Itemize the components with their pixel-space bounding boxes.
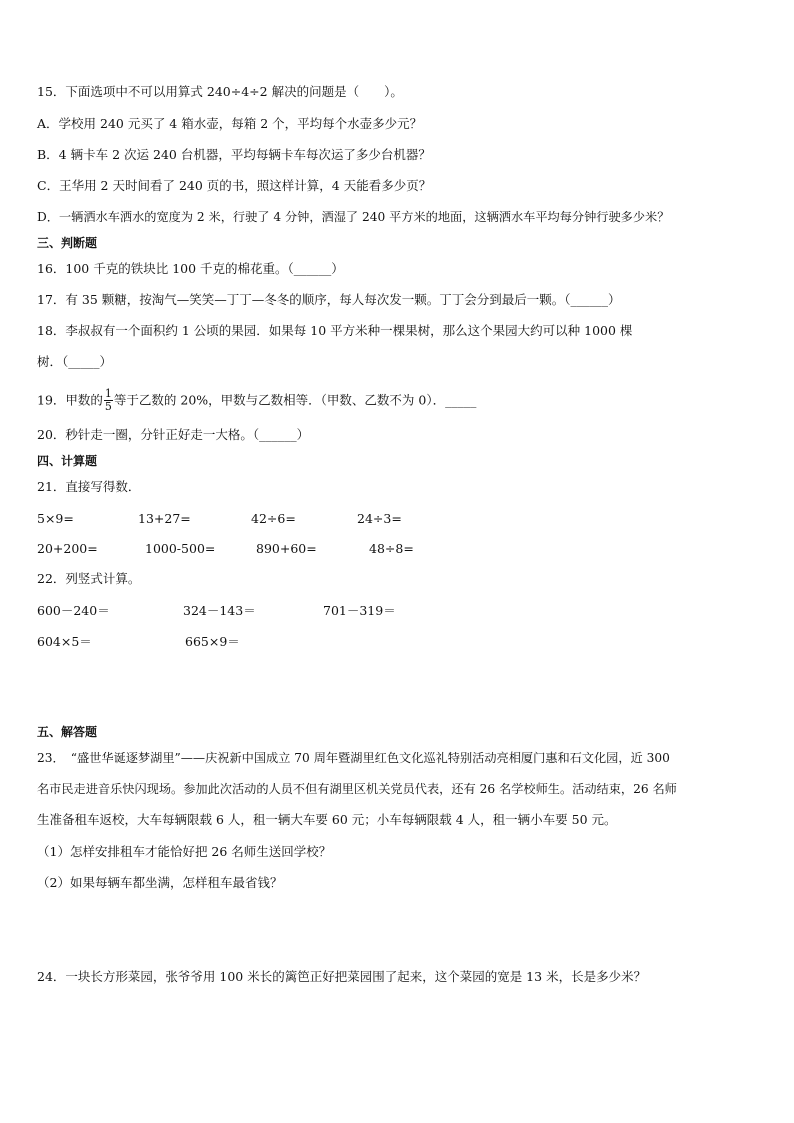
q21-item: 42÷6= [251, 511, 296, 526]
q15-option-c: C．王华用 2 天时间看了 240 页的书，照这样计算，4 天能看多少页？ [37, 178, 432, 193]
q22-stem: 22．列竖式计算。 [37, 571, 141, 586]
q19-suffix: 等于乙数的 20%，甲数与乙数相等．（甲数、乙数不为 0）．_____ [113, 392, 477, 408]
q21-item: 13+27= [138, 511, 191, 526]
q24-text: 24．一块长方形菜园，张爷爷用 100 米长的篱笆正好把菜园围了起来，这个菜园的宽是 13 米，长是多少米？ [37, 969, 647, 984]
q23-sub2: （2）如果每辆车都坐满，怎样租车最省钱？ [37, 875, 283, 890]
q23-sub1: （1）怎样安排租车才能恰好把 26 名师生送回学校？ [37, 844, 332, 859]
q21-item: 890+60= [256, 541, 317, 556]
q18-line2: 树．（_____） [37, 354, 113, 369]
section-5-title: 五、解答题 [37, 725, 98, 739]
q22-item: 604×5＝ [37, 634, 92, 649]
q19-frac-denominator: 5 [104, 400, 112, 413]
q22-item: 701－319＝ [323, 603, 396, 618]
q21-item: 20+200= [37, 541, 98, 556]
q19-fraction [104, 388, 113, 413]
q21-item: 48÷8= [369, 541, 414, 556]
q19-frac-numerator: 1 [104, 387, 112, 400]
q15-option-a: A．学校用 240 元买了 4 箱水壶，每箱 2 个，平均每个水壶多少元？ [37, 116, 423, 131]
q15-option-b: B．4 辆卡车 2 次运 240 台机器，平均每辆卡车每次运了多少台机器？ [37, 147, 431, 162]
q20-text: 20．秒针走一圈，分针正好走一大格。（______） [37, 427, 310, 442]
q22-item: 324－143＝ [183, 603, 256, 618]
section-4-title: 四、计算题 [37, 454, 98, 468]
q15-stem: 15．下面选项中不可以用算式 240÷4÷2 解决的问题是（ ）。 [37, 84, 403, 99]
q23-line1: 23． “盛世华诞逐梦湖里”——庆祝新中国成立 70 周年暨湖里红色文化巡礼特别活动亮相厦门惠和石文化园，近 300 [37, 751, 670, 765]
q21-stem: 21．直接写得数． [37, 479, 141, 494]
q23-line3: 生准备租车返校，大车每辆限载 6 人，租一辆大车要 60 元；小车每辆限载 4 人，租一辆小车要 50 元。 [37, 812, 617, 827]
q19-prefix: 19．甲数的 [37, 392, 103, 408]
q22-item: 600－240＝ [37, 603, 110, 618]
q23-line2: 名市民走进音乐快闪现场。参加此次活动的人员不但有湖里区机关党员代表，还有 26 名学校师生。活动结束，26 名师 [37, 782, 677, 796]
q18-line1: 18．李叔叔有一个面积约 1 公顷的果园．如果每 10 平方米种一棵果树，那么这个果园大约可以种 1000 棵 [37, 323, 633, 338]
q15-option-d: D．一辆洒水车洒水的宽度为 2 米，行驶了 4 分钟，洒湿了 240 平方米的地面，这辆洒水车平均每分钟行驶多少米？ [37, 210, 670, 224]
q21-item: 24÷3= [357, 511, 402, 526]
q17-text: 17．有 35 颗糖，按淘气—笑笑—丁丁—冬冬的顺序，每人每次发一颗。丁丁会分到最后一颗。（______） [37, 292, 621, 307]
q21-item: 1000-500= [145, 541, 216, 556]
q16-text: 16．100 千克的铁块比 100 千克的棉花重。（______） [37, 261, 344, 276]
q22-item: 665×9＝ [185, 634, 240, 649]
q19-text [37, 388, 476, 413]
q21-item: 5×9= [37, 511, 74, 526]
section-3-title: 三、判断题 [37, 236, 98, 250]
